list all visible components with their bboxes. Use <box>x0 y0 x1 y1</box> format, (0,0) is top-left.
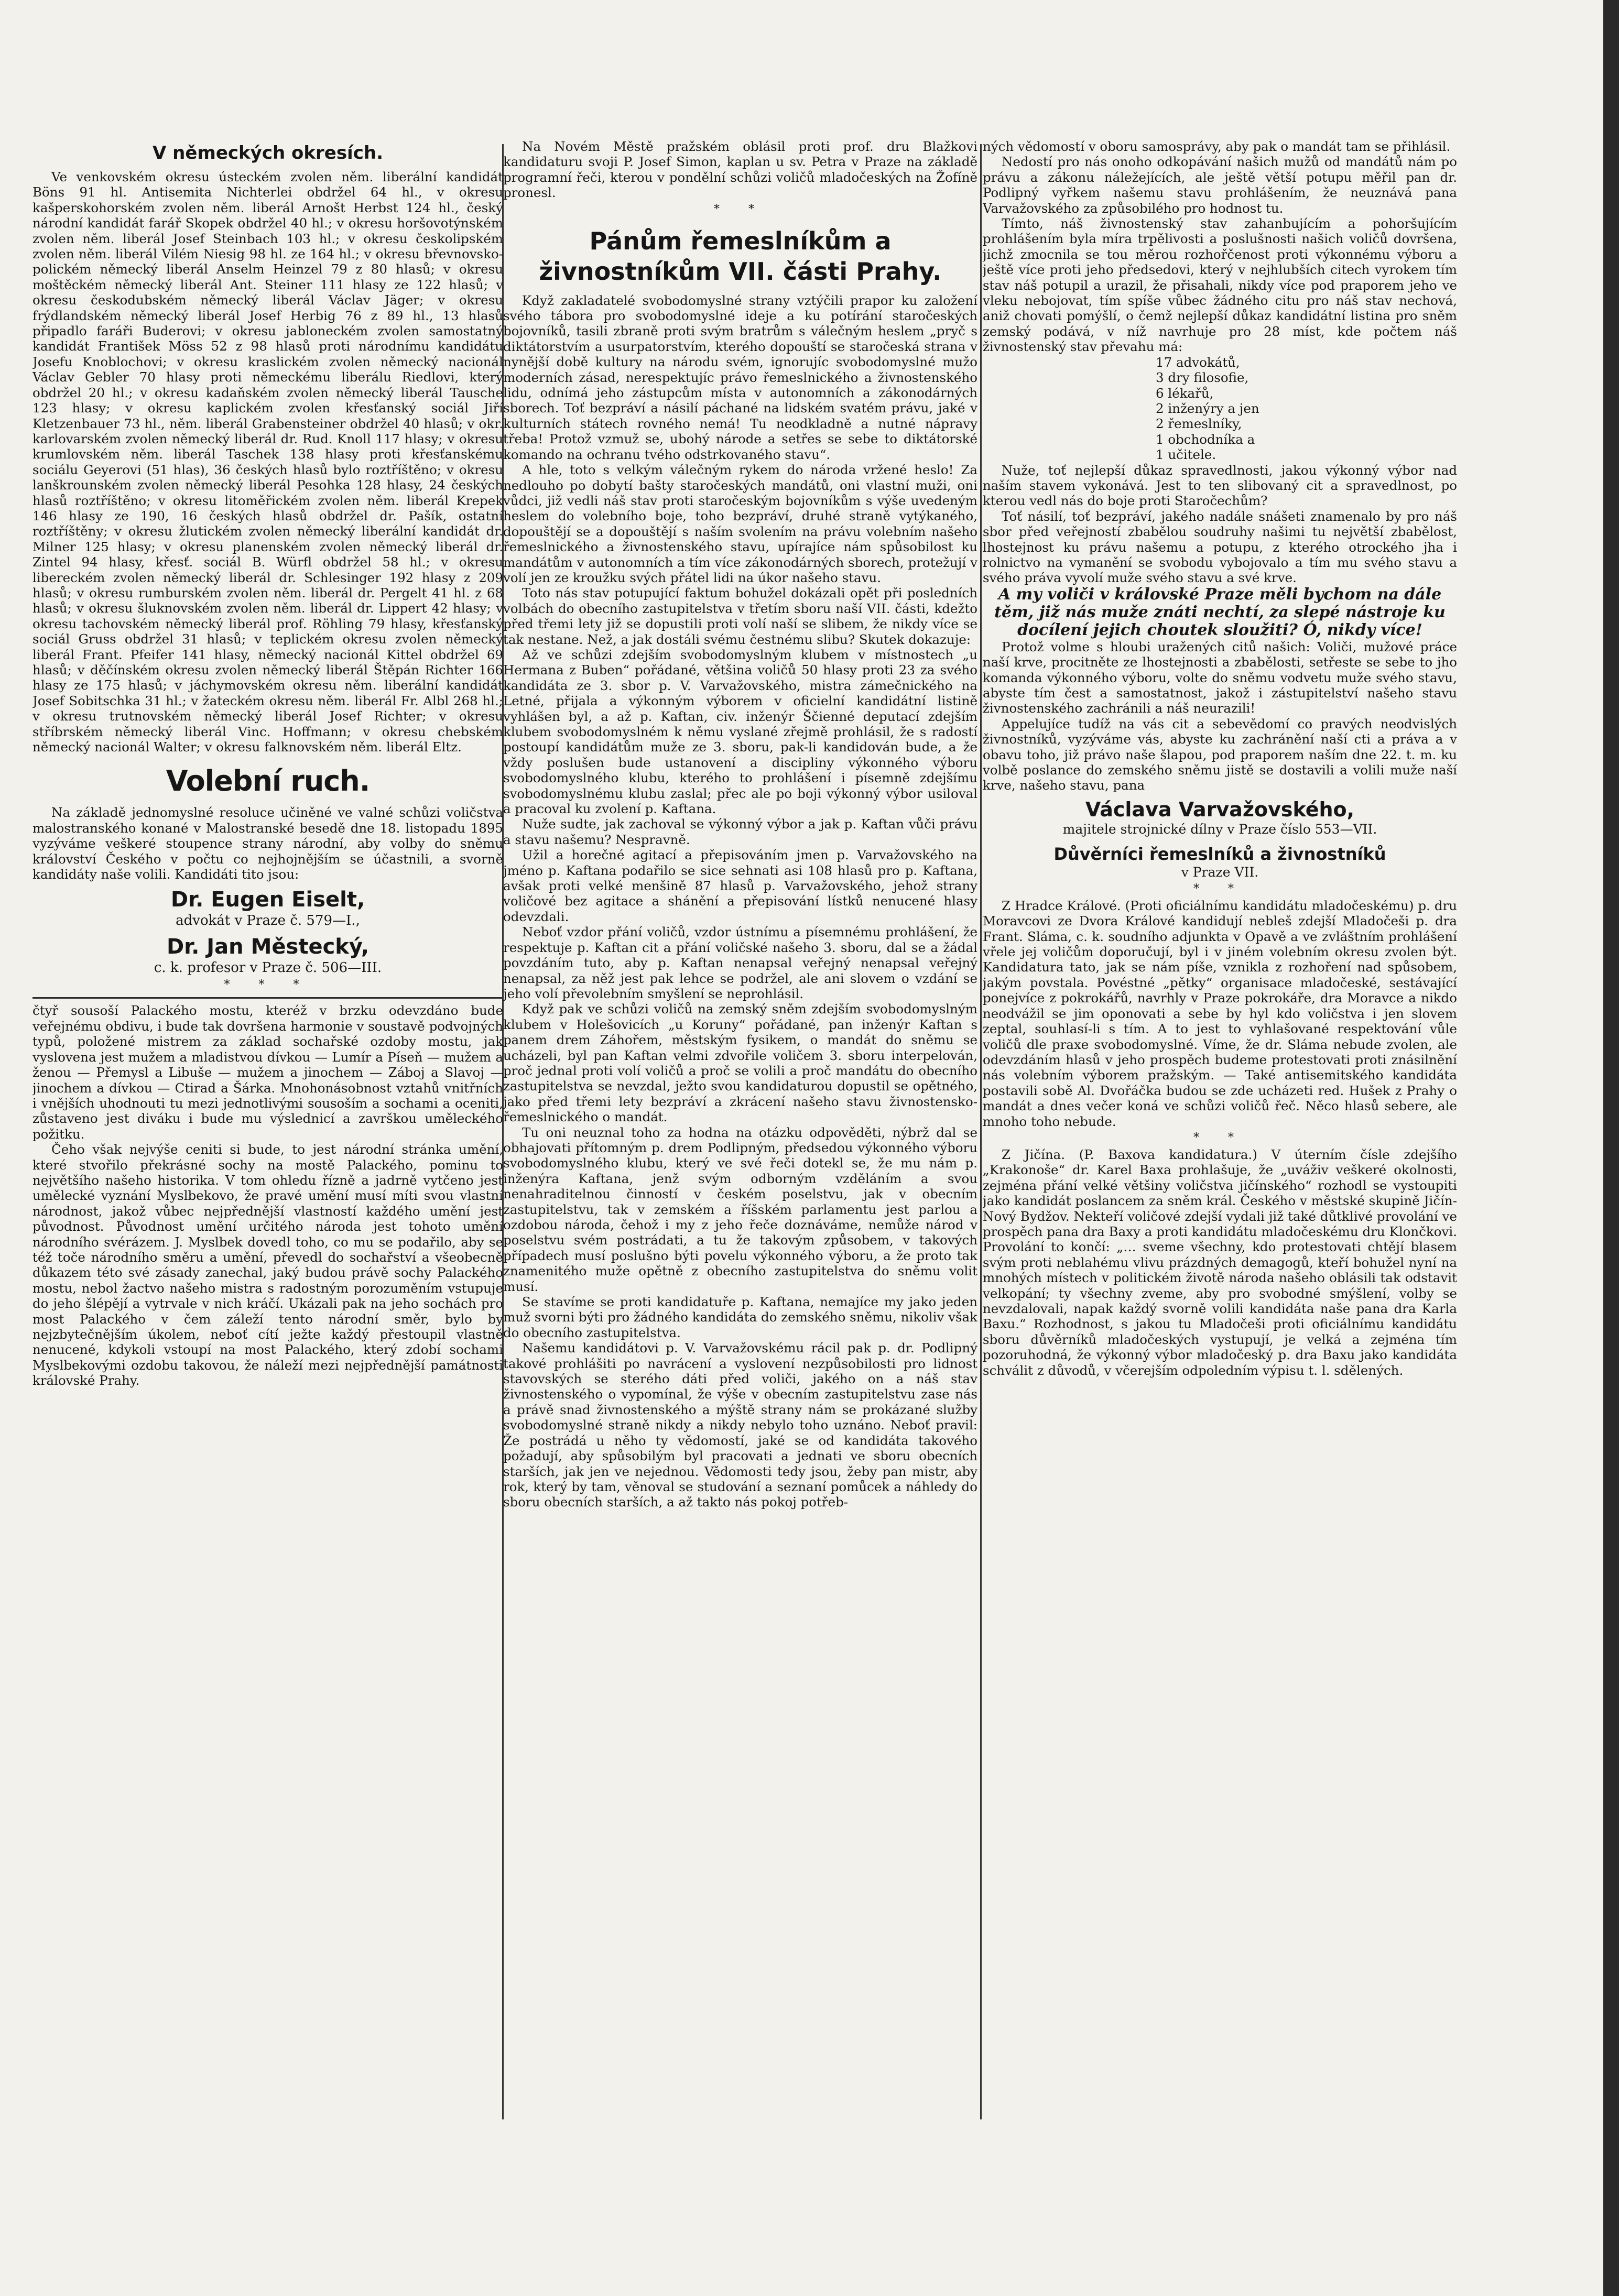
section-rule <box>32 997 503 999</box>
column-3 <box>983 139 1457 1378</box>
list-item: 2 inženýry a jen <box>1156 400 1259 416</box>
paragraph: Na základě jednomyslné resoluce učiněné ve valné schůzi voličstva malostranského konané v Malostranské besedě dne 18. listopadu 1895 vyzýváme veškeré stoupence strany národní, aby volby do sněmu království Českého v počtu co nejhojnějším se účastnili, a svorně kandidáty naše volili. Kandidáti tito jsou: <box>32 805 503 882</box>
paragraph: Na Novém Městě pražském oblásil proti prof. dru Blažkovi kandidaturu svoji P. Josef Simon, kaplan u sv. Petra v Praze na základě programní řeči, kterou v pondělní schůzi voličů mladočeských na Žofíně pronesl. <box>503 139 977 201</box>
paragraph: Když zakladatelé svobodomyslné strany vztýčili prapor ku založení svého tábora pro svobodomyslné ideje a ku potírání staročeských bojovníků, tasili zbraně proti svým bratrům s válečným heslem „pryč s diktátorstvím a usurpatorstvím, kterého dopouští se staročeská strana v nynější době kultury na národu svém, ignorujíc svobodomyslné mužo moderních zásad, nerespektujíc právo řemeslnického a živnostenského lidu, odnímá jeho zástupcům místa v autonomních a zákonodárných sborech. Toť bezpráví a násilí páchané na lidském svatém právu, jaké v kulturních státech rovného nemá! Tu neodkladně a nutné nápravy třeba! Protož vzmuž se, ubohý národe a setřes se sebe to diktátorské komando na ochranu tvého odstrkovaného stavu“. <box>503 292 977 462</box>
column-1 <box>32 139 503 1388</box>
paragraph: Toto nás stav potupující faktum bohužel dokázali opět při posledních volbách do obecního zastupitelstva v třetím sboru naší VII. části, kdežto před třemi lety již se dopustili proti volí naší se slibem, že nikdy více se tak nestane. Než, a jak dostáli svému čestnému slibu? Skutek dokazuje: <box>503 585 977 647</box>
paragraph: Našemu kandidátovi p. V. Varvažovskému rácil pak p. dr. Podlipný takové prohlášiti po navrácení a vyslovení nezpůsobilosti pro lidnost stavovských se sterého dáti před voliči, jakého on a náš stav živnostenského o vypomínal, že výše v obecním zastupitelstvu zase nás a právě snad živnostenského a mýště strany nám se prokázané služby svobodomyslné straně nikdy a nikdy nebylo toho uznáno. Neboť pravil: Že postrádá u něho ty vědomostí, jaké se od kandidáta takového požadují, aby spůsobilým byl pracovati a jednati ve sboru obecních starších, jak jen ve nejednou. Vědomosti tedy jsou, žeby pan mistr, aby rok, který by tam, věnoval se studování a seznaní pomůcek a náhledy do sboru obecních starších, a až takto nás pokoj potřeb- <box>503 1340 977 1510</box>
paragraph: Nedostí pro nás onoho odkopávání našich mužů od mandátů nám po právu a zákonu náležejících, ale ještě větší potupu měřil pan dr. Podlipný vyřkem našemu stavu prohlášením, že neuznává pana Varvažovského za způsobilého pro hodnost tu. <box>983 154 1457 216</box>
paragraph: Když pak ve schůzi voličů na zemský sněm zdejším svobodomyslným klubem v Holešovicích „u Koruny“ pořádané, pan inženýr Kaftan s panem drem Záhořem, městským fysikem, o mandát do sněmu se ucházeli, byl pan Kaftan velmi zdvořile voličem 3. sboru interpelován, proč jednal proti volí voličů a proč se volili a proč mandátu do obecního zastupitelstva se nevzdal, ježto svou kandidaturou dopustil se opětného, jako před třemi lety bezpráví a zkrácení našeho stavu živnostensko-řemeslnického o mandát. <box>503 1001 977 1125</box>
candidate-role: c. k. profesor v Praze č. 506—III. <box>154 960 382 976</box>
candidate-name: Dr. Jan Městecký, <box>166 935 370 959</box>
paragraph: Se stavíme se proti kandidatuře p. Kaftana, nemajíce my jako jeden muž svorni býti pro žádného kandidáta do zemského sněmu, nikoliv však do obecního zastupitelstva. <box>503 1294 977 1340</box>
paragraph: Tímto, náš živnostenský stav zahanbujícím a pohoršujícím prohlášením byla míra trpělivosti a poslušnosti našich voličů dovršena, jichž zmocnila se tou měrou rozhořčenost proti výkonnému výboru a ještě více proti jeho předsedovi, který v nejhlubších citech vyrokem tím stav náš potupil a urazil, že přisahali, nikdy více pod praporem jeho ve vleku nebojovat, tím spíše vůbec žádného citu pro náš stav nechová, aniž chovati pomýšlí, o čemž nejlepší důkaz kandidátní listina pro sněm zemský podává, v níž navrhuje pro 28 míst, kde počtem náš živnostenský stav převahu má: <box>983 216 1457 355</box>
candidate-name: Dr. Eugen Eiselt, <box>170 888 365 912</box>
paragraph: A hle, toto s velkým válečným rykem do národa vržené heslo! Za nedlouho po dobytí bašty staročeských mandátů, oni vlastní muži, oni vůdci, již vedli náš stav proti staročeským bojovníkům s výše uvedeným heslem do volebního boje, toho bezpráví, druhé straně vytýkaného, dopouštějí se a dopouštějí s naším svolením na právu volebním našeho řemeslnického a živnostenského stavu, upírajíce nám spůsobilost ku mandátům v autonomních a tím více zákonodárných sborech, protežují v volí jen ze kroužku svých přátel lidi na úkor našeho stavu. <box>503 462 977 585</box>
list-item: 17 advokátů, <box>1156 354 1240 370</box>
heading-craftsmen: Pánům řemeslníkům a živnostníkům VII. části Prahy. <box>539 226 942 286</box>
separator-stars: * * <box>1193 882 1246 895</box>
paragraph: Nuže sudte, jak zachoval se výkonný výbor a jak p. Kaftan vůči právu a stavu našemu? Nespravně. <box>503 816 977 847</box>
heading-german-districts: V německých okresích. <box>153 143 383 163</box>
signature-role: majitele strojnické dílny v Praze číslo 553—VII. <box>1062 821 1377 837</box>
scan-edge <box>1603 0 1619 2296</box>
list-item: 3 dry filosofie, <box>1156 370 1249 386</box>
signature-role: v Praze VII. <box>1181 864 1259 880</box>
list-item: 2 řemeslníky, <box>1156 416 1242 432</box>
paragraph: Z Hradce Králové. (Proti oficiálnímu kandidátu mladočeskému) p. dru Moravcovi ze Dvora Králové kandidují nebleš zdejší Mladočeši p. dra Frant. Sláma, c. k. soudního adjunkta v Opavě a ve zvláštním prohlášení vřele jej voličům doporučují, byl i v jiném volebním okresu zvolen být. Kandidatura tato, jak se nám píše, vznikla z rozhoření nad spůsobem, jakým povstala. Povéstné „pětky“ organisace mladočeské, sestávající ponejvíce z pokrokářů, navrhly v Praze pokrokáře, dra Moravce a nikdo neodvážil se jim oponovati a sebe by hyl kdo voličstva i jen slovem zeptal, souhlasí-li s tím. A to jest to vyhlašované respektování vůle voličů dle praxe svobodomyslné. Víme, že dr. Sláma nebude zvolen, ale odevzdáním hlasů v jeho prospěch budeme protestovati proti znásilnění nás volebním výborem pražským. — Také antisemitského kandidáta postavili sobě Al. Dvořáčka budou se zde ucházeti red. Hušek z Prahy o mandát a dnes večer koná ve schůzi voličů řeč. Něco hlasů sebere, ale mnoho toho nebude. <box>983 898 1457 1129</box>
column-2 <box>503 139 977 1510</box>
candidate-role: advokát v Praze č. 579—I., <box>176 913 360 929</box>
paragraph: Až ve schůzi zdejším svobodomyslným klubem v místnostech „u Hermana z Buben“ pořádané, většina voličů 50 hlasy proti 23 za svého kandidáta ze 3. sbor p. V. Varvažovského, mistra zámečnického na Letné, přijala a výkonným výborem v oficielní kandidátní listině vyhlášen byl, a až p. Kaftan, civ. inženýr Ščienné deputací zdejším klubem svobodomyslném k němu vyslané zřejmě prohlásil, že s radostí postoupí kandidátům muže ze 3. sboru, pak-li kandidován bude, a že vždy poslušen bude ustanovení a discipliny výkonného výboru svobodomyslného klubu, kterého to prohlášení i písemně zdejšímu svobodomyslnému klubu zaslal; přec ale po boji výkonný výbor usiloval a pracoval ku zvolení p. Kaftana. <box>503 647 977 817</box>
paragraph: Z Jičína. (P. Baxova kandidatura.) V úterním čísle zdejšího „Krakonoše“ dr. Karel Baxa prohlašuje, že „uváživ veškeré okolnosti, zejména přání velké většiny voličstva jičínského“ rozhodl se vystoupiti jako kandidát poslancem za sněm král. Českého v městské skupině Jičín-Nový Bydžov. Nekteří voličové zdejší vydali již také důtklivé provolání ve prospěch pana dra Baxy a proti kandidátu mladočeskému dru Klončkovi. Provolání to končí: „… sveme všechny, kdo protestovati chtějí blasem svým proti neblahému vlivu prázdných demagogů, kteří bohužel nyní na mnohých místech v politickém životě národa našeho oblásili tak odstavit velkopání; ty všechny zveme, aby pro svobodné smýšlení, volby se nevzdalovali, napak každý svorně volili kandidáta naše pana dra Karla Baxu.“ Rozhodnost, s jakou tu Mladočeši proti oficiálnímu kandidátu sboru důvěrníků mladočeských vystupují, je velká a zejména tím pozoruhodná, že výkonný výbor mladočeský p. dra Baxu jako kandidáta schválit z důvodů, v včerejším odpoledním výpisu t. l. sdělených. <box>983 1146 1457 1378</box>
paragraph: Neboť vzdor přání voličů, vzdor ústnímu a písemnému prohlášení, že respektuje p. Kaftan cit a přání voličské našeho 3. sboru, dal se a žádal povzdáním tuto, aby p. Kaftan nenapsal veřejný nenapsal veřejný nenapsal, za něž jest pak lehce se podržel, ale ani slovem o vzdání se jeho volí převolebním smyšlení se neprohlásil. <box>503 924 977 1001</box>
list-item: 6 lékařů, <box>1156 385 1214 401</box>
column-rule-right <box>980 144 982 2119</box>
heading-election-activity: Volební ruch. <box>166 764 370 798</box>
paragraph: čtyř sousoší Palackého mostu, kteréž v brzku odevzdáno bude veřejnému obdivu, i bude tak dovršena harmonie v soustavě podvojných typů, položené mistrem za základ sochařské ozdoby mostu, jak vyslovena jest mužem a mladistvou dívkou — Lumír a Píseň — mužem a ženou — Přemysl a Libuše — mužem a jinochem — Záboj a Slavoj — jinochem a dívkou — Ctirad a Šárka. Mnohonásobnost vztahů vnitřních i vnějších uhodnouti tu mezi jednotlivými sousoším a sochami a oceniti, zůstaveno jest diváku i bude mu výslednicí a završkou uměleckého požitku. <box>32 1003 503 1142</box>
paragraph: Čeho však nejvýše ceniti si bude, to jest národní stránka umění, které stvořilo překrásné sochy na mostě Palackého, pominu to největšího našeho historika. V tom ohledu řízně a jadrně vytčeno jest umělecké vyznání Myslbekovo, že pravé umění musí míti svou vlastní národnost, jakož vůbec nejpřednější vlastností každého umění jest původnost. Původnost umění určitého národa jest tohoto umění národního svérázem. J. Myslbek dovedl toho, co mu se podařilo, aby se též toče národního směru a umění, převedl do sochařství a všeobecně důkazem této své zásady zanechal, jaký budou právě sochy Palackého mostu, nebol žactvo našeho mistra s radostným porozuměním vstupuje do jeho šlépějí a vytrvale v nich kráčí. Ukázali pak na jeho sochách pro most Palackého v čem záleží tento národní směr, bylo by nejzbytečnějším úkolem, neboť cítí ježte každý přestoupil vlastně nenucené, kdykoli vstoupí na most Palackého, který zdobí sochami Myslbekovými ozdobu takovou, že náleží mezi nejpřednější památnosti královské Prahy. <box>32 1142 503 1388</box>
separator-stars: * * <box>714 202 767 216</box>
signature-name: Důvěrníci řemeslníků a živnostníků <box>1053 844 1386 864</box>
paragraph: Appelujíce tudíž na vás cit a sebevědomí co pravých neodvislých živnostníků, vyzýváme vás, abyste ku zachránění naší cti a práva a v obavu toho, již právo naše šlapou, pod praporem naším dne 22. t. m. ku volbě poslance do zemského sněmu jistě se dostavili a volili muže naší krve, našeho stavu, pana <box>983 716 1457 793</box>
candidate-count-list <box>1156 355 1457 463</box>
list-item: 1 učitele. <box>1156 447 1216 463</box>
list-item: 1 obchodníka a <box>1156 431 1255 447</box>
paragraph: Tu oni neuznal toho za hodna na otázku odpověděti, nýbrž dal se obhajovati přítomným p. drem Podlipným, předsedou výkonného výboru svobodomyslného klubu, který ve své řeči dotekl se, že mu nám p. inženýra Kaftana, jenž svým odborným vzděláním a svou nenahraditelnou činností v českém poselstvu, jak v obecním zastupitelstvu, tak v zemském a říšském parlamentu jest parlou a ozdobou národa, čehož i my z jeho řeče doznáváme, nemůže národ v poselstvu svém postrádati, a tu že takovým způsobem, v takových případech musí poslušno býti povelu výkonného výboru, a že proto tak znamenitého muže opětně z obecního zastupitelstva do sněmu volit musí. <box>503 1124 977 1294</box>
emphasis-paragraph: A my voliči v královské Praze měli bychom na dále těm, již nás muže znáti nechtí, za slepé nástroje ku docílení jejich choutek sloužiti? Ó, nikdy více! <box>994 585 1446 639</box>
paragraph: Protož volme s hloubi uražených citů našich: Voliči, mužové práce naší krve, procitněte ze lhostejnosti a zbabělosti, setřeste se sebe to jho komanda výkonného výboru, volte do sněmu vodvetu muže svého stavu, abyste tím čest a samostatnost, jakož i zástupitelství našeho stavu živnostenského zachránili a náš neurazili! <box>983 639 1457 716</box>
signature-name: Václava Varvažovského, <box>1085 797 1355 821</box>
paragraph: Nuže, toť nejlepší důkaz spravedlnosti, jakou výkonný výbor nad naším stavem vykonává. Jest to ten slibovaný cit a spravedlnost, po kterou vedl nás do boje proti Staročechům? <box>983 462 1457 509</box>
paragraph: ných vědomostí v oboru samosprávy, aby pak o mandát tam se přihlásil. <box>983 139 1451 154</box>
separator-stars: * * * <box>224 978 312 992</box>
separator-stars: * * <box>1193 1131 1246 1144</box>
paragraph: Toť násilí, toť bezpráví, jakého nadále snášeti znamenalo by pro náš sbor před veřejností zbabělou soudruhy našimi tu největší zbabělost, lhostejnost ku právu našemu a potupu, z kterého otrockého jha i rolnictvo na vymanění se svobodu vybojovalo a tím mu svého stavu a svého práva vyvolí muže svého stavu a své krve. <box>983 508 1457 586</box>
paragraph: Ve venkovském okresu ústeckém zvolen něm. liberální kandidát Böns 91 hl. Antisemita Nichterlei obdržel 64 hl., v okresu kašperskohorském zvolen něm. liberál Arnošt Herbst 124 hl., český národní kandidát farář Skopek obdržel 40 hl.; v okresu horšovotýnském zvolen něm. liberál Josef Steinbach 103 hl.; v okresu českolipském zvolen něm. liberál Vilém Niesig 98 hl. ze 164 hl.; v okresu břevnovsko-polickém německý liberál Anselm Heinzel 79 z 80 hlasů; v okresu moštěckém německý liberál Ant. Steiner 111 hlasy ze 122 hlasů; v okresu českodubském německý liberál Václav Jäger; v okresu frýdlandském německý liberál Josef Herbig 76 z 89 hl., 13 hlasů připadlo faráři Buderovi; v okresu jabloneckém zvolen samostatný kandidát František Möss 52 z 98 hlasů proti národnímu kandidátu Josefu Knoblochovi; v okresu kraslickém zvolen německý nacionál Václav Gebler 70 hlasy proti německému liberálu Riedlovi, který obdržel 20 hl.; v okresu kadaňském zvolen německý liberál Tausche 123 hlasy; v okresu kaplickém zvolen křesťanský sociál Jiří Kletzenbauer 73 hl., něm. liberál Grabensteiner obdržel 40 hlasů; v okr. karlovarském zvolen německý liberál dr. Rud. Knoll 117 hlasy; v okresu krumlovském něm. liberál Taschek 138 hlasy proti křesťanskému sociálu Geyerovi (51 hlas), 36 českých hlasů bylo roztříštěno; v okresu lanškrounském zvolen německý liberál Pesohka 128 hlasy, 24 českých hlasů roztříštěno; v okresu litoměřickém zvolen něm. liberál Krepek 146 hlasy ze 190, 16 českých hlasů obdržel dr. Pašík, ostatní roztříštěny; v okresu žlutickém zvolen německý liberální kandidát dr. Milner 125 hlasy; v okresu planenském zvolen německý liberál dr. Zintel 94 hlasy, křesť. sociál B. Würfl obdržel 58 hl.; v okresu libereckém zvolen německý liberál dr. Schlesinger 192 hlasy z 209 hlasů; v okresu rumburském zvolen něm. liberál dr. Pergelt 41 hl. z 68 hlasů; v okresu šluknovském zvolen něm. liberál dr. Lippert 42 hlasy; v okresu tachovském německý liberál prof. Röhling 79 hlasy, křesťanský sociál Gruss obdržel 31 hlasů; v teplickém okresu zvolen německý liberál Frant. Pfeifer 141 hlasy, německý nacionál Kittel obdržel 69 hlasů; v děčínském okresu zvolen německý liberál Štěpán Richter 166 hlasy ze 175 hlasů; v jáchymovském okresu něm. liberální kandidát Josef Sobitschka 31 hl.; v žateckém okresu něm. liberál Fr. Albl 268 hl.; v okresu trutnovském německý liberál Josef Richter; v okresu stříbrském německý liberál Vinc. Hoffmann; v okresu chebském německý nacionál Walter; v okresu falknovském něm. liberál Eltz. <box>32 169 503 755</box>
paragraph: Užil a horečné agitací a přepisováním jmen p. Varvažovského na jméno p. Kaftana podařilo se sice sehnati asi 108 hlasů pro p. Kaftana, avšak proti velké menšině 87 hlasů p. Varvažovského, jehož strany voličové bez agitace a shánění a přepisování lístků nenucené hlasy odevzdali. <box>503 847 977 924</box>
